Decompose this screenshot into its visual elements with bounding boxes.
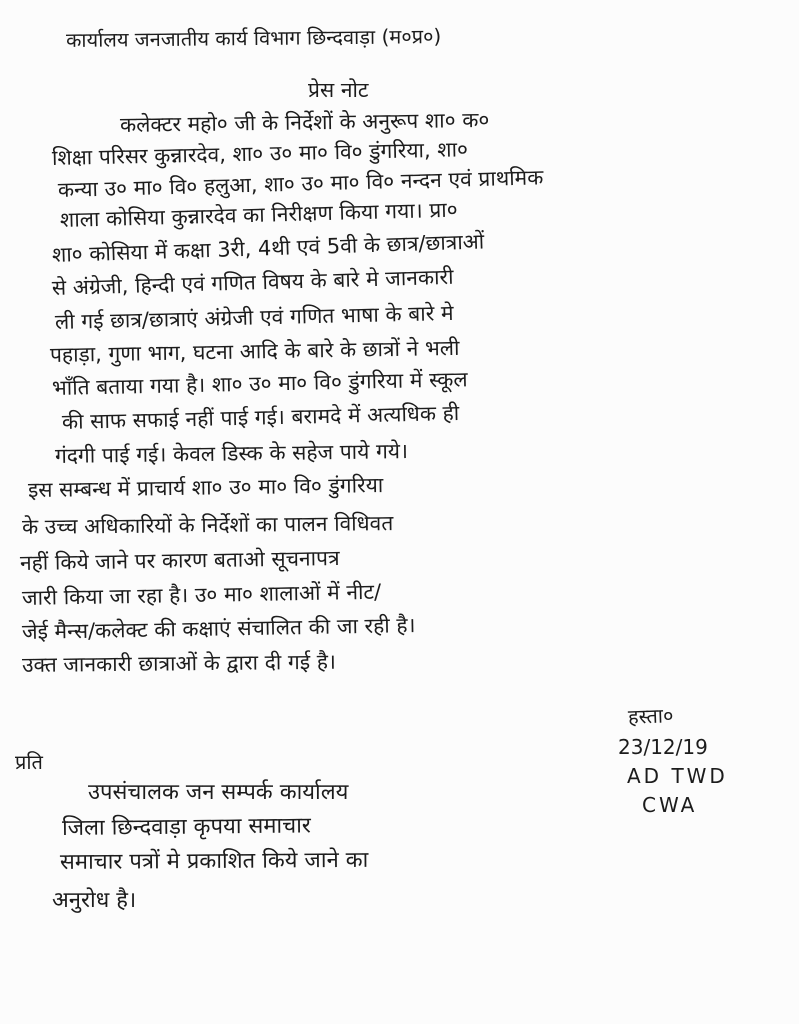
recipient-prefix: प्रति — [15, 750, 43, 774]
body-line-13: के उच्च अधिकारियों के निर्देशों का पालन विधिवत — [21, 511, 394, 539]
signature-date: 23/12/19 — [618, 735, 708, 759]
body-line-4: शाला कोसिया कुन्नारदेव का निरीक्षण किया गया। प्रा० — [59, 197, 458, 232]
body-line-12: इस सम्बन्ध में प्राचार्य शा० उ० मा० वि० डुंगरिया — [27, 473, 384, 502]
body-line-15: जारी किया जा रहा है। उ० मा० शालाओं में नीट/ — [21, 579, 382, 610]
body-line-7: ली गई छात्र/छात्राएं अंग्रेजी एवं गणित भाषा के बारे मे — [54, 300, 454, 334]
recipient-line-1: उपसंचालक जन सम्पर्क कार्यालय — [88, 780, 349, 805]
recipient-line-4: अनुरोध है। — [52, 888, 137, 913]
body-line-5: शा० कोसिया में कक्षा 3री, 4थी एवं 5वी के छात्र/छात्राओं — [51, 229, 485, 267]
press-note-title: प्रेस नोट — [308, 78, 369, 102]
body-line-11: गंदगी पाई गई। केवल डिस्क के सहेज पाये गये। — [54, 439, 409, 468]
body-line-2: शिक्षा परिसर कुन्नारदेव, शा० उ० मा० वि० डुंगरिया, शा० — [51, 137, 469, 170]
body-line-9: भाँति बताया गया है। शा० उ० मा० वि० डुंगरिया में स्कूल — [51, 367, 468, 400]
body-line-8: पहाड़ा, गुणा भाग, घटना आदि के बारे के छात्रों ने भली — [49, 335, 460, 367]
signature-designation-1: AD TWD — [627, 764, 728, 788]
recipient-line-2: जिला छिन्दवाड़ा कृपया समाचार — [61, 813, 311, 841]
body-line-17: उक्त जानकारी छात्राओं के द्वारा दी गई है। — [21, 649, 336, 677]
body-line-1: कलेक्टर महो० जी के निर्देशों के अनुरूप शा० क० — [119, 107, 490, 137]
body-line-3: कन्या उ० मा० वि० हलुआ, शा० उ० मा० वि० नन्दन एवं प्राथमिक — [57, 165, 544, 202]
signature-designation-2: CWA — [642, 793, 698, 817]
body-line-6: से अंग्रेजी, हिन्दी एवं गणित विषय के बारे मे जानकारी — [51, 264, 454, 300]
office-heading: कार्यालय जनजातीय कार्य विभाग छिन्दवाड़ा (म०प्र०) — [65, 24, 442, 52]
body-line-10: की साफ सफाई नहीं पाई गई। बरामदे में अत्यधिक ही — [61, 400, 460, 434]
body-line-14: नहीं किये जाने पर कारण बताओ सूचनापत्र — [19, 545, 340, 575]
body-line-16: जेई मैन्स/कलेक्ट की कक्षाएं संचालित की जा रही है। — [21, 613, 416, 644]
signature-mark: हस्ता० — [627, 703, 674, 729]
recipient-line-3: समाचार पत्रों मे प्रकाशित किये जाने का — [59, 847, 369, 875]
